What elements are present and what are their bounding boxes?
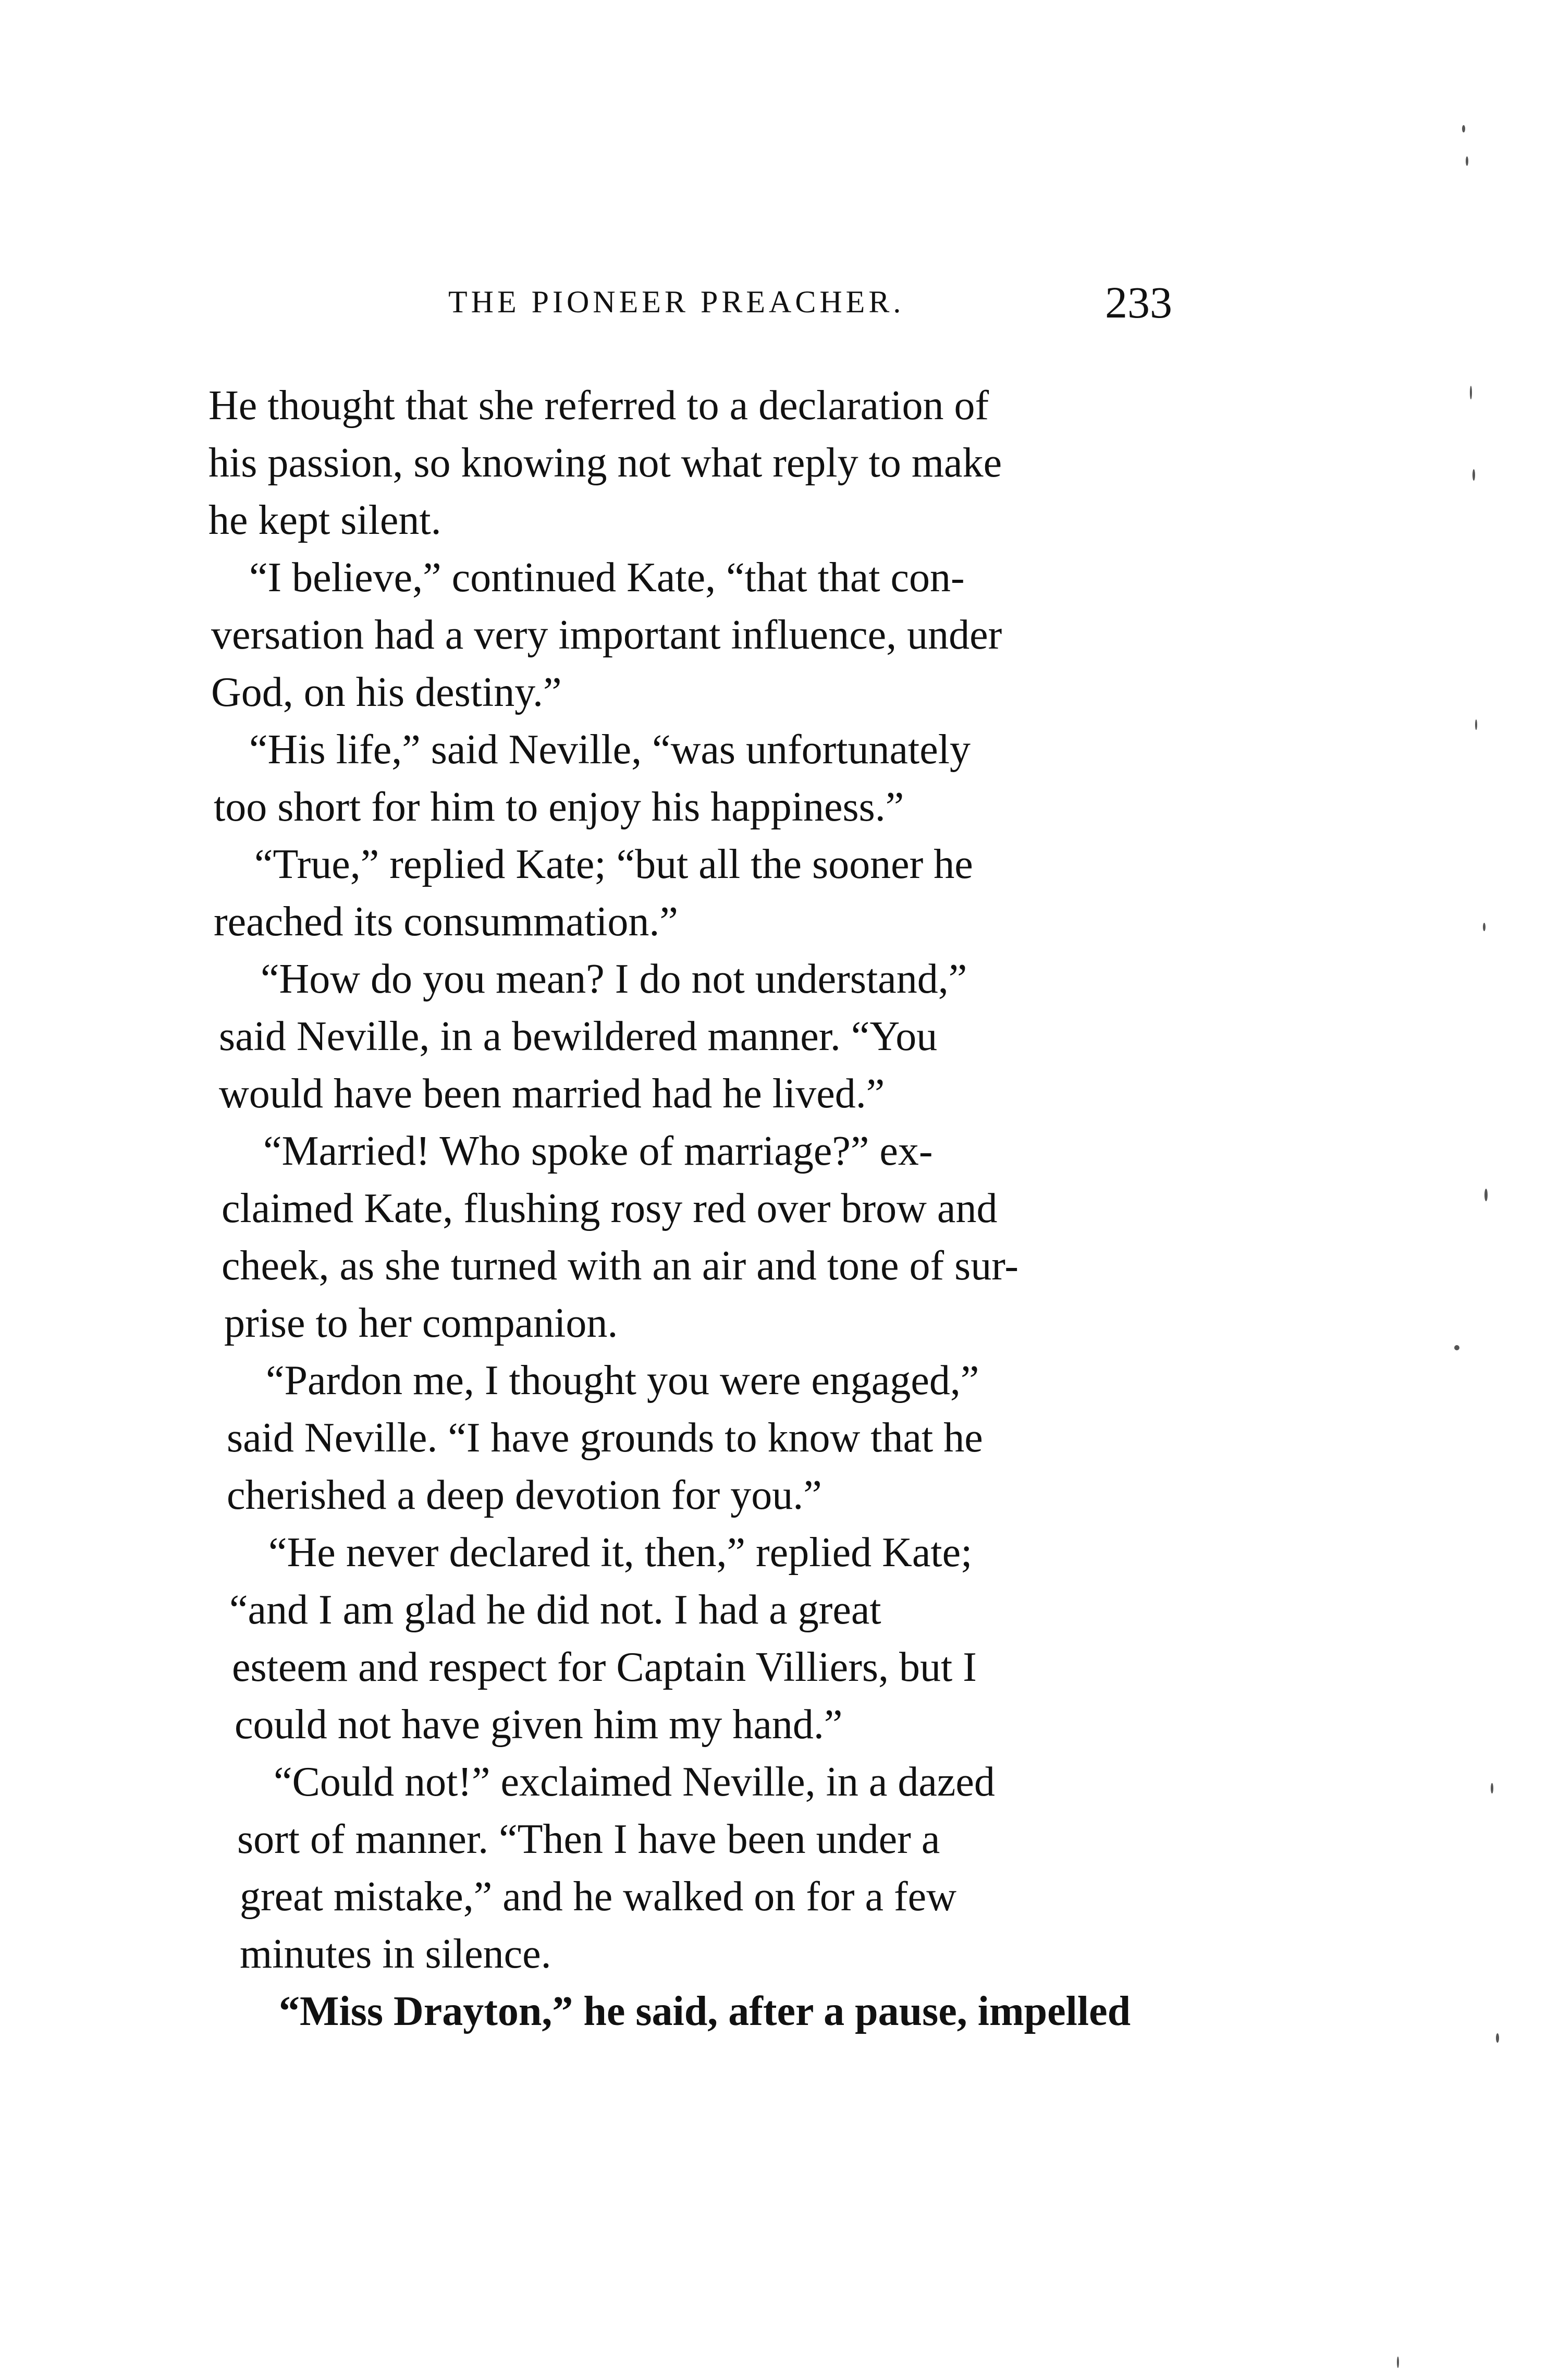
text-line: “How do you mean? I do not understand,” [261,956,967,1002]
scan-speck [1484,1189,1488,1201]
text-line: He thought that she referred to a declaration of [208,383,989,429]
text-line: claimed Kate, flushing rosy red over brow and [222,1186,998,1231]
text-line: too short for him to enjoy his happiness.” [214,784,904,830]
text-line: minutes in silence. [240,1931,551,1977]
text-line: “I believe,” continued Kate, “that that con- [249,555,965,601]
text-line: “True,” replied Kate; “but all the sooner he [254,841,973,887]
text-line: sort of manner. “Then I have been under a [237,1816,940,1862]
text-line: “He never declared it, then,” replied Kate; [268,1530,973,1576]
text-line: great mistake,” and he walked on for a few [240,1874,956,1920]
text-line: “and I am glad he did not. I had a great [229,1587,881,1633]
text-line: he kept silent. [208,497,441,543]
page-number: 233 [1105,277,1172,327]
scan-speck [1475,719,1477,730]
text-line: would have been married had he lived.” [219,1071,885,1117]
text-line: esteem and respect for Captain Villiers, but I [232,1644,977,1690]
scan-speck [1470,386,1472,399]
scan-speck [1483,923,1486,931]
text-line: God, on his destiny.” [211,669,562,715]
text-line: “Miss Drayton,” he said, after a pause, impelled [279,1988,1131,2034]
text-line: said Neville. “I have grounds to know that he [227,1415,983,1461]
text-line: prise to her companion. [224,1300,618,1346]
scan-speck [1454,1345,1459,1350]
text-line: “His life,” said Neville, “was unfortunately [249,727,971,773]
text-line: his passion, so knowing not what reply to make [208,440,1002,486]
scan-speck [1496,2033,1499,2043]
text-line: versation had a very important influence, under [211,612,1002,658]
scan-speck [1466,156,1468,166]
text-line: cherished a deep devotion for you.” [227,1472,822,1518]
text-line: cheek, as she turned with an air and tone of sur- [222,1243,1018,1289]
text-line: could not have given him my hand.” [235,1702,843,1748]
scan-speck [1491,1783,1493,1793]
text-line: “Pardon me, I thought you were engaged,” [266,1358,979,1403]
scan-speck [1472,469,1475,481]
text-line: “Could not!” exclaimed Neville, in a dazed [274,1759,995,1805]
running-head: THE PIONEER PREACHER. [448,285,905,319]
text-line: said Neville, in a bewildered manner. “You [219,1014,938,1059]
scan-speck [1397,2357,1399,2368]
text-line: reached its consummation.” [214,899,678,945]
text-line: “Married! Who spoke of marriage?” ex- [263,1128,933,1174]
scan-speck [1462,125,1465,132]
